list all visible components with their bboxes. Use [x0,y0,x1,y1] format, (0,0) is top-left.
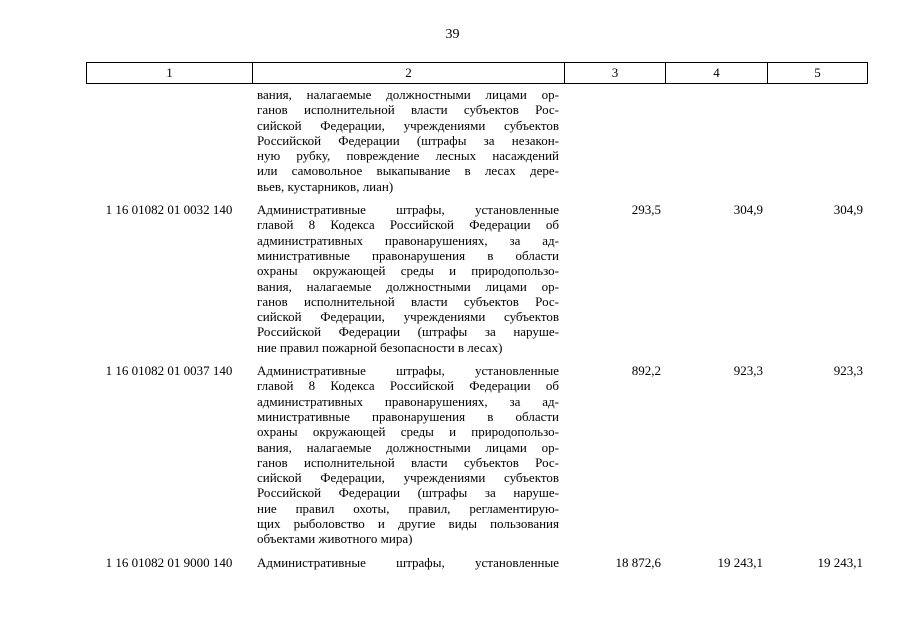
column-header-row [87,63,868,84]
column-header-5: 5 [768,63,868,84]
description-line: объектами животного мира) [257,531,413,547]
value-col5 [767,87,867,194]
code-cell [86,87,252,194]
description-cell [252,555,564,570]
description-line: Административные штрафы, установленные [257,202,559,218]
column-header-2: 2 [253,63,565,84]
description-line: охраны окружающей среды и природопользо- [257,424,559,440]
description-line: охраны окружающей среды и природопользо- [257,263,559,279]
table-row-continuation [86,87,867,194]
description-line: сийской Федерации, учреждениями субъектов [257,470,559,486]
description-line: административных правонарушениях, за ад- [257,232,559,248]
kbk-code: 1 16 01082 01 0037 140 [105,363,233,379]
description-cell [252,87,564,194]
description-line: главой 8 Кодекса Российской Федерации об [257,217,559,233]
table-row [86,555,867,570]
column-header-4: 4 [666,63,768,84]
value-col4: 304,9 [733,202,763,218]
value-col3: 18 872,6 [615,554,661,570]
table-row [86,363,867,547]
description-line: ганов исполнительной власти субъектов Рос- [257,454,559,470]
value-col4: 19 243,1 [717,554,763,570]
description-line: вьев, кустарников, лиан) [257,178,394,194]
description-line: Российской Федерации (штрафы за наруше- [257,485,559,501]
description-cell [252,202,564,355]
description-line: министративные правонарушения в области [257,408,559,424]
value-col3: 293,5 [631,202,661,218]
description-line: административных правонарушениях, за ад- [257,393,559,409]
description-line: главой 8 Кодекса Российской Федерации об [257,378,559,394]
description-line: Административные штрафы, установленные [257,554,559,570]
description-line: ние правил пожарной безопасности в лесах) [257,339,503,355]
value-col3 [564,87,665,194]
value-col5: 19 243,1 [817,554,863,570]
budget-table [86,87,867,570]
description-line: сийской Федерации, учреждениями субъектов [257,117,559,133]
kbk-code: 1 16 01082 01 0032 140 [105,202,233,218]
value-col4 [665,87,767,194]
kbk-code: 1 16 01082 01 9000 140 [105,554,233,570]
description-line: Административные штрафы, установленные [257,363,559,379]
value-col3: 892,2 [631,363,661,379]
description-line: ганов исполнительной власти субъектов Рос- [257,102,559,118]
value-col4: 923,3 [733,363,763,379]
description-line: или самовольное выкапывание в лесах дере- [257,163,559,179]
value-col5: 304,9 [833,202,863,218]
value-col5: 923,3 [833,363,863,379]
description-line: вания, налагаемые должностными лицами ор- [257,87,559,102]
description-line: министративные правонарушения в области [257,247,559,263]
page-number: 39 [445,27,460,42]
description-cell [252,363,564,547]
column-header-table [86,62,868,84]
description-line: ние правил охоты, правил, регламентирую- [257,500,559,516]
description-line: вания, налагаемые должностными лицами ор- [257,439,559,455]
description-line: Российской Федерации (штрафы за наруше- [257,324,559,340]
description-line: сийской Федерации, учреждениями субъектов [257,309,559,325]
description-line: вания, налагаемые должностными лицами ор- [257,278,559,294]
description-line: Российской Федерации (штрафы за незакон- [257,132,559,148]
column-header-1: 1 [87,63,253,84]
description-line: щих рыболовство и другие виды пользования [257,516,559,532]
column-header-3: 3 [565,63,666,84]
description-line: ную рубку, повреждение лесных насаждений [257,148,559,164]
table-row [86,202,867,355]
description-line: ганов исполнительной власти субъектов Рос- [257,293,559,309]
